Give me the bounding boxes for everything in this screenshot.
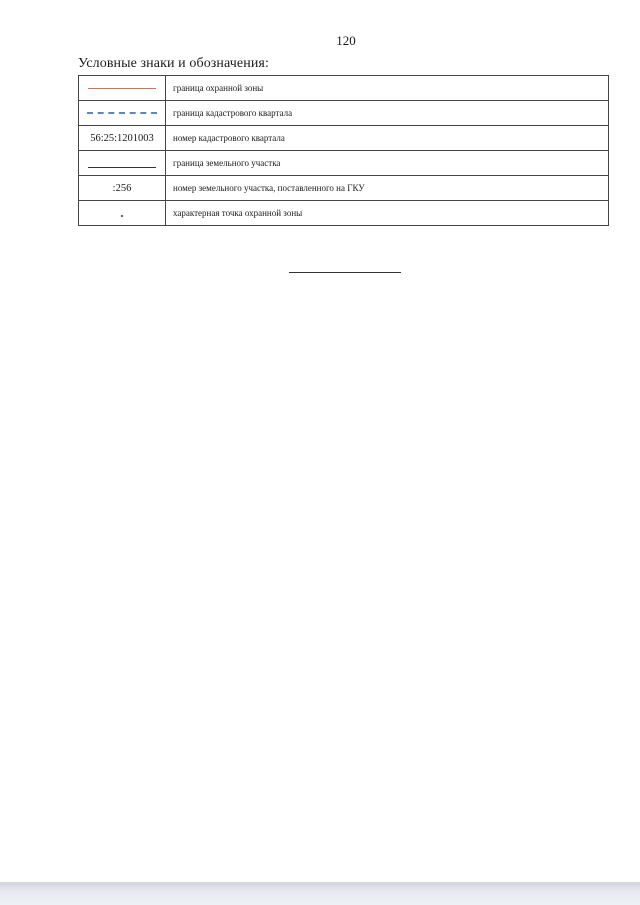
legend-description: характерная точка охранной зоны — [166, 201, 609, 226]
legend-description: номер земельного участка, поставленного на ГКУ — [166, 176, 609, 201]
blue-dashed-line-symbol — [87, 112, 157, 114]
red-solid-line-symbol — [88, 88, 156, 89]
end-divider-line — [289, 272, 401, 273]
legend-row-protection-zone-boundary — [79, 76, 609, 101]
dot-symbol — [121, 215, 123, 217]
legend-symbol-text: 56:25:1201003 — [79, 126, 166, 151]
legend-description: номер кадастрового квартала — [166, 126, 609, 151]
legend-row-land-plot-boundary — [79, 151, 609, 176]
legend-description: граница охранной зоны — [166, 76, 609, 101]
legend-symbol-cell — [79, 101, 166, 126]
legend-table — [78, 75, 609, 226]
page-bottom-edge — [0, 882, 640, 905]
legend-symbol-cell — [79, 151, 166, 176]
legend-title: Условные знаки и обозначения: — [78, 56, 269, 71]
legend-symbol-cell — [79, 201, 166, 226]
legend-symbol-cell — [79, 76, 166, 101]
black-solid-line-symbol — [88, 167, 156, 168]
legend-description: граница кадастрового квартала — [166, 101, 609, 126]
legend-symbol-text: :256 — [79, 176, 166, 201]
legend-row-cadastral-quarter-boundary — [79, 101, 609, 126]
page-number: 120 — [336, 33, 356, 48]
legend-row-characteristic-point — [79, 201, 609, 226]
legend-description: граница земельного участка — [166, 151, 609, 176]
legend-row-cadastral-quarter-number — [79, 126, 609, 151]
legend-row-land-plot-number — [79, 176, 609, 201]
